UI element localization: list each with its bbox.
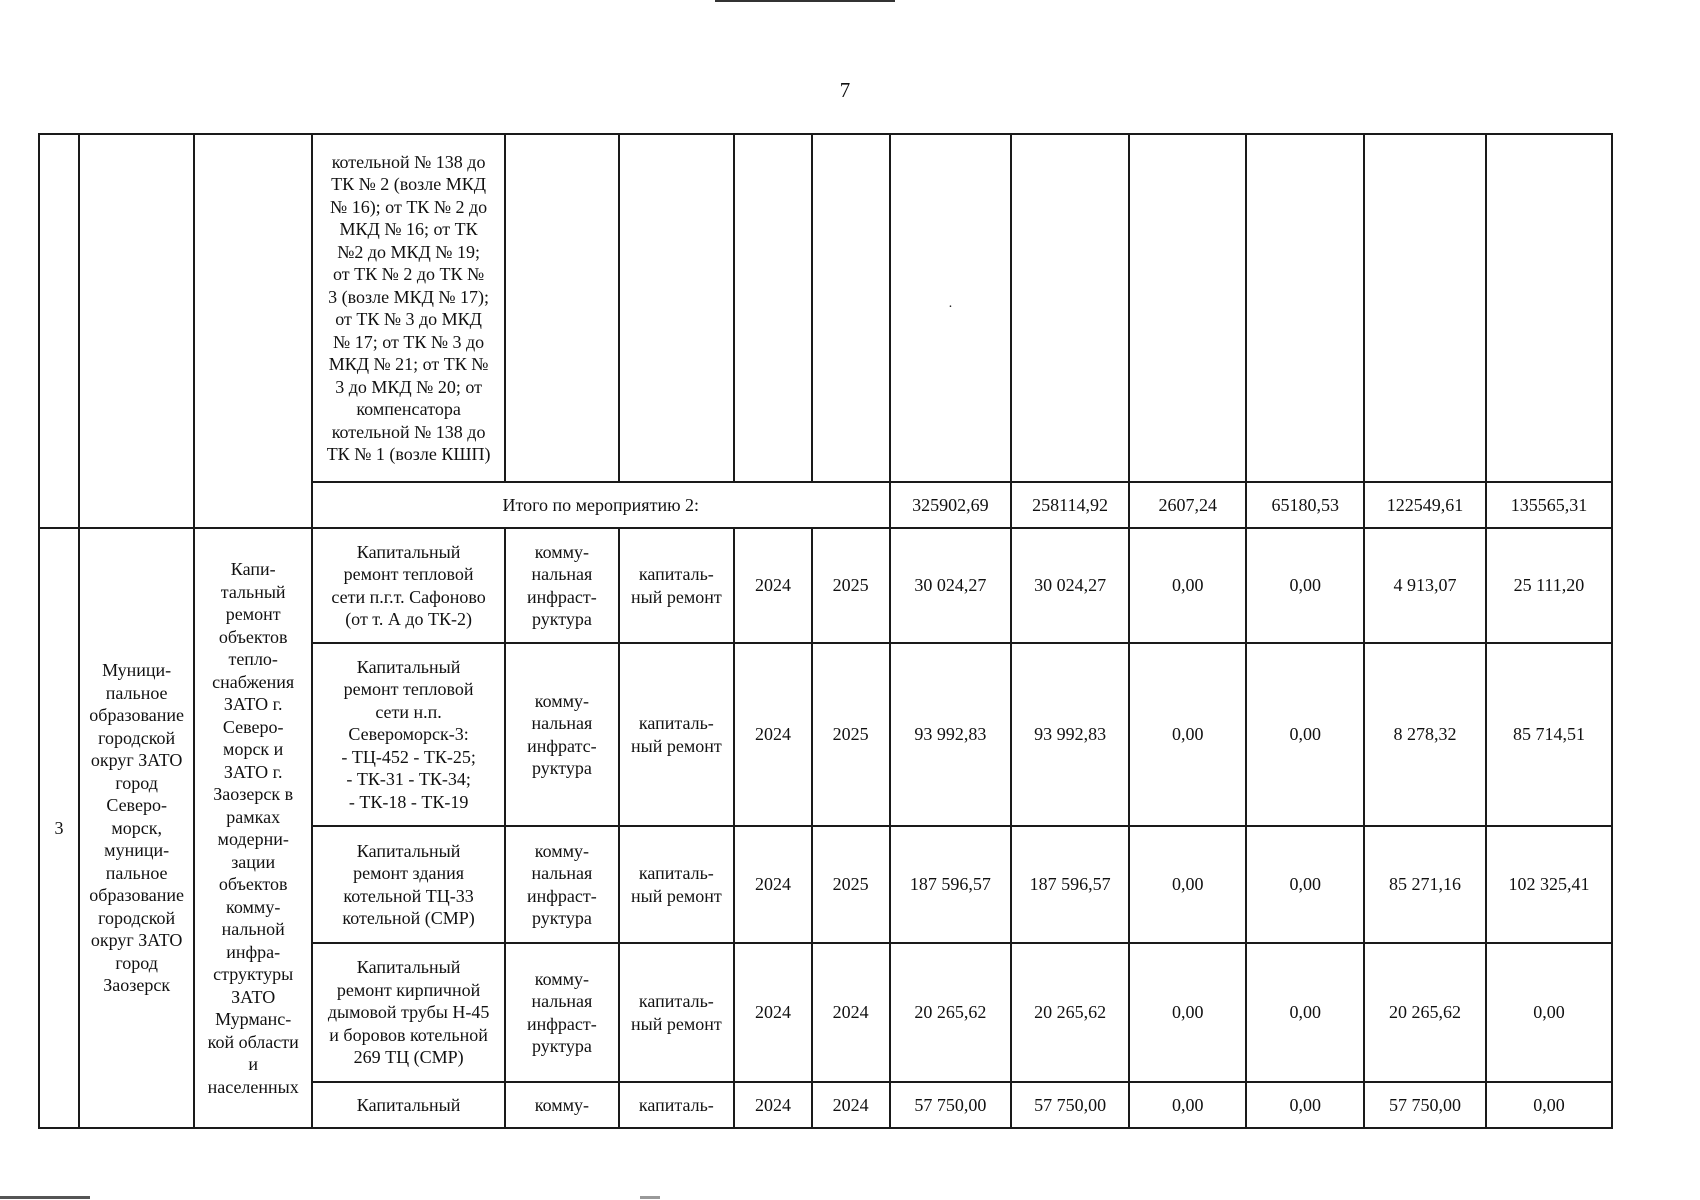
item-name: Капитальный ремонт кирпичной дымовой трубы Н-45 и боровов котельной 269 ТЦ (СМР) <box>312 943 505 1082</box>
item-type: капиталь- <box>619 1082 735 1128</box>
cell-v3-empty <box>1129 134 1247 482</box>
cell-number-prev <box>39 134 79 528</box>
item-value: 57 750,00 <box>1364 1082 1486 1128</box>
cell-end-empty <box>812 134 890 482</box>
item-value: 187 596,57 <box>890 826 1012 943</box>
item-value: 0,00 <box>1246 943 1364 1082</box>
item-value: 25 111,20 <box>1486 528 1612 643</box>
subtotal-value: 2607,24 <box>1129 482 1247 528</box>
cell-municipality-prev <box>79 134 195 528</box>
cell-sphere-empty <box>505 134 618 482</box>
item-end-year: 2025 <box>812 643 890 826</box>
cell-start-empty <box>734 134 812 482</box>
cell-program-prev <box>194 134 312 528</box>
cell-v2-empty <box>1011 134 1129 482</box>
section-number: 3 <box>39 528 79 1128</box>
item-end-year: 2025 <box>812 826 890 943</box>
subtotal-value: 258114,92 <box>1011 482 1129 528</box>
item-value: 20 265,62 <box>890 943 1012 1082</box>
item-value: 0,00 <box>1246 1082 1364 1128</box>
item-value: 0,00 <box>1246 528 1364 643</box>
item-sphere: комму- нальная инфраст- руктура <box>505 943 618 1082</box>
subtotal-value: 325902,69 <box>890 482 1012 528</box>
item-value: 0,00 <box>1129 943 1247 1082</box>
item-sphere: комму- <box>505 1082 618 1128</box>
item-end-year: 2024 <box>812 1082 890 1128</box>
subtotal-value: 122549,61 <box>1364 482 1486 528</box>
cell-v1-empty <box>890 134 1012 482</box>
footer-rule <box>0 1196 1600 1199</box>
item-end-year: 2024 <box>812 943 890 1082</box>
item-type: капиталь- ный ремонт <box>619 643 735 826</box>
item-value: 93 992,83 <box>1011 643 1129 826</box>
item-value: 0,00 <box>1129 1082 1247 1128</box>
item-value: 4 913,07 <box>1364 528 1486 643</box>
item-value: 57 750,00 <box>1011 1082 1129 1128</box>
item-sphere: комму- нальная инфратс- руктура <box>505 643 618 826</box>
item-value: 20 265,62 <box>1364 943 1486 1082</box>
item-value: 0,00 <box>1246 643 1364 826</box>
item-name: Капитальный ремонт тепловой сети н.п. Североморск-3: - ТЦ-452 - ТК-25; - ТК-31 - ТК-34; - ТК-18 - ТК-19 <box>312 643 505 826</box>
item-end-year: 2025 <box>812 528 890 643</box>
item-value: 187 596,57 <box>1011 826 1129 943</box>
item-value: 102 325,41 <box>1486 826 1612 943</box>
stray-mark: · <box>948 300 953 315</box>
item-value: 0,00 <box>1129 643 1247 826</box>
item-sphere: комму- нальная инфраст- руктура <box>505 528 618 643</box>
municipality-cell: Муници- пальное образование городской округ ЗАТО город Северо- морск, муници- пальное образование городской округ ЗАТО город Заозерск <box>79 528 195 1128</box>
item-name: Капитальный <box>312 1082 505 1128</box>
item-value: 93 992,83 <box>890 643 1012 826</box>
item-start-year: 2024 <box>734 528 812 643</box>
cell-v5-empty <box>1364 134 1486 482</box>
item-value: 0,00 <box>1129 826 1247 943</box>
item-start-year: 2024 <box>734 943 812 1082</box>
subtotal-label: Итого по мероприятию 2: <box>312 482 890 528</box>
item-value: 85 271,16 <box>1364 826 1486 943</box>
item-name: Капитальный ремонт здания котельной ТЦ-33 котельной (СМР) <box>312 826 505 943</box>
item-value: 0,00 <box>1246 826 1364 943</box>
subtotal-value: 135565,31 <box>1486 482 1612 528</box>
item-name: Капитальный ремонт тепловой сети п.г.т. Сафоново (от т. А до ТК-2) <box>312 528 505 643</box>
item-start-year: 2024 <box>734 1082 812 1128</box>
table-row <box>39 528 1612 643</box>
item-value: 57 750,00 <box>890 1082 1012 1128</box>
item-value: 30 024,27 <box>890 528 1012 643</box>
program-table <box>38 133 1613 1129</box>
cell-v4-empty <box>1246 134 1364 482</box>
item-value: 20 265,62 <box>1011 943 1129 1082</box>
item-type: капиталь- ный ремонт <box>619 528 735 643</box>
item-value: 0,00 <box>1486 943 1612 1082</box>
item-start-year: 2024 <box>734 826 812 943</box>
item-value: 0,00 <box>1129 528 1247 643</box>
item-value: 30 024,27 <box>1011 528 1129 643</box>
cell-v6-empty <box>1486 134 1612 482</box>
page-number: 7 <box>839 78 851 102</box>
header-rule <box>715 0 895 2</box>
subtotal-value: 65180,53 <box>1246 482 1364 528</box>
cell-type-empty <box>619 134 735 482</box>
item-value: 85 714,51 <box>1486 643 1612 826</box>
item-value: 8 278,32 <box>1364 643 1486 826</box>
item-start-year: 2024 <box>734 643 812 826</box>
item-value: 0,00 <box>1486 1082 1612 1128</box>
item-sphere: комму- нальная инфраст- руктура <box>505 826 618 943</box>
item-type: капиталь- ный ремонт <box>619 826 735 943</box>
program-cell: Капи- тальный ремонт объектов тепло- снабжения ЗАТО г. Северо- морск и ЗАТО г. Заозерск в рамках модерни- зации объектов комму- нальной инфра- структуры ЗАТО Мурманс- кой области и населенных <box>194 528 312 1128</box>
cell-description: котельной № 138 до ТК № 2 (возле МКД № 16); от ТК № 2 до МКД № 16; от ТК №2 до МКД № 19; от ТК № 2 до ТК № 3 (возле МКД № 17); от ТК № 3 до МКД № 17; от ТК № 3 до МКД № 21; от ТК № 3 до МКД № 20; от компенсатора котельной № 138 до ТК № 1 (возле КШП) <box>312 134 505 482</box>
table-row <box>39 134 1612 482</box>
item-type: капиталь- ный ремонт <box>619 943 735 1082</box>
